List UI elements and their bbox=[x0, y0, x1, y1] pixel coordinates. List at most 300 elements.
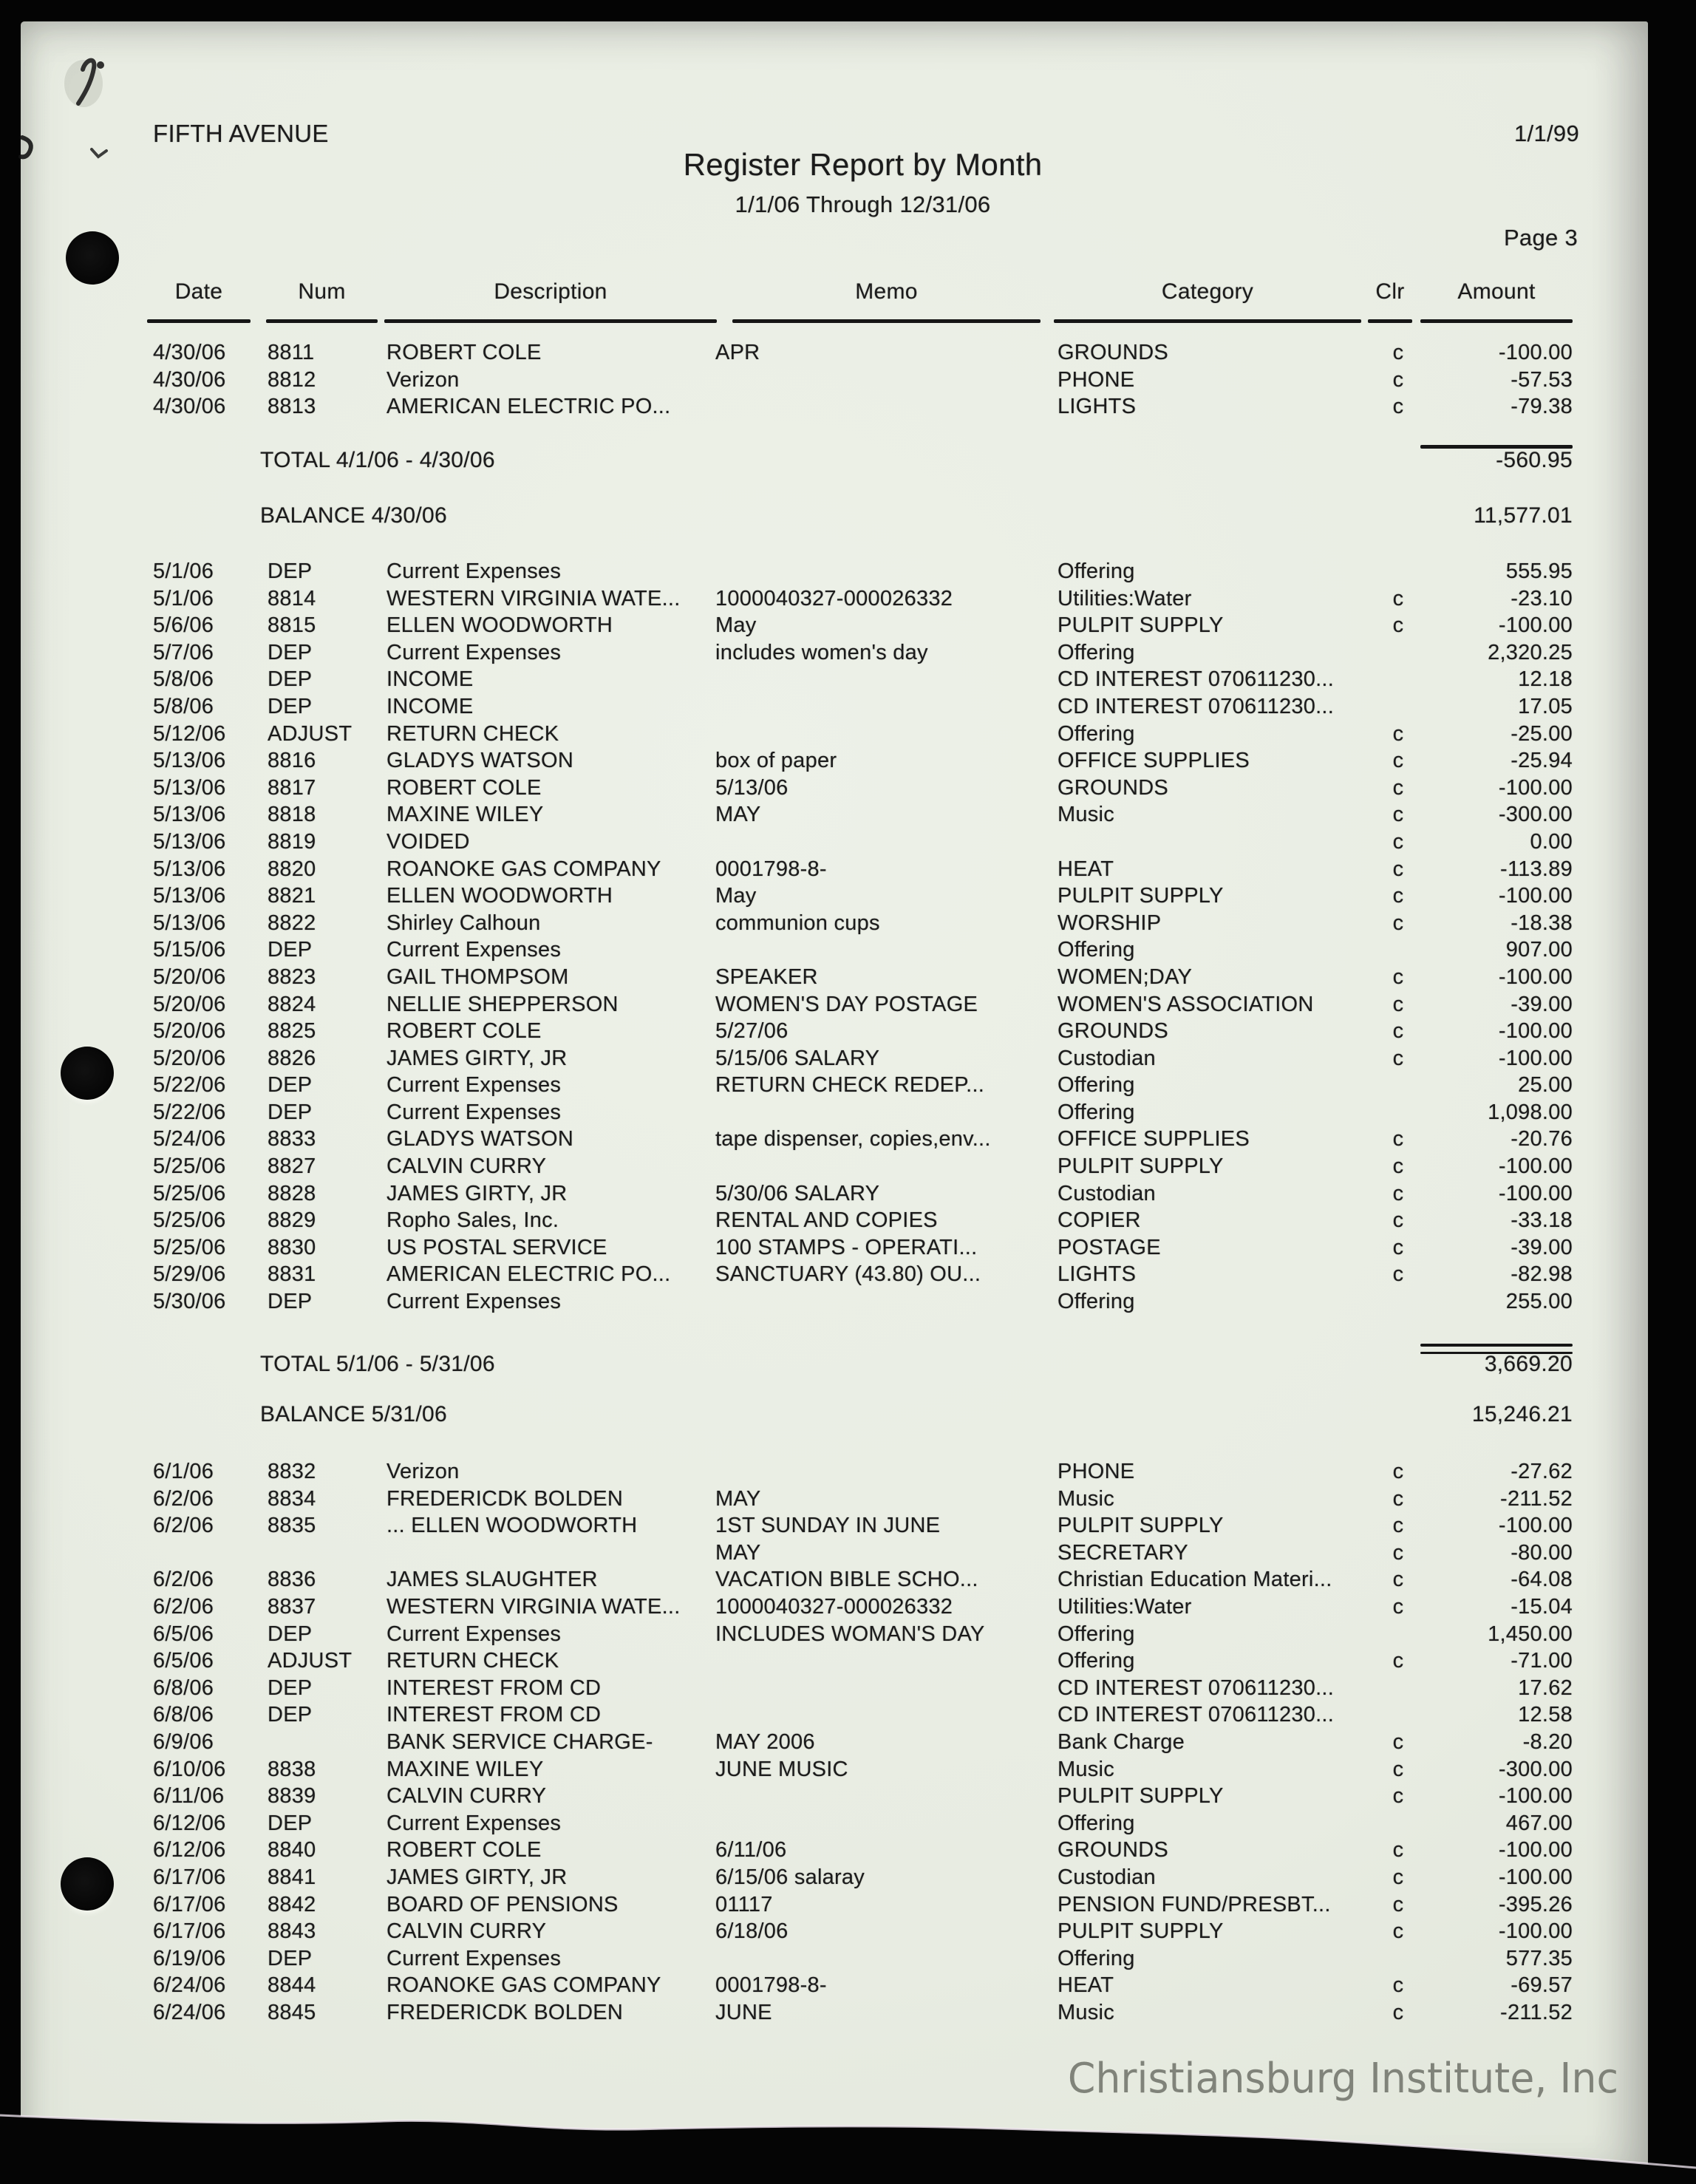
cell-num: 8832 bbox=[268, 1460, 316, 1483]
page-number: Page 3 bbox=[1503, 225, 1578, 251]
cell-clr: c bbox=[1392, 367, 1404, 392]
cell-description: FREDERICDK BOLDEN bbox=[386, 2000, 624, 2024]
cell-date: 5/8/06 bbox=[153, 694, 214, 718]
cell-date: 6/17/06 bbox=[153, 1919, 226, 1944]
cell-amount: -100.00 bbox=[1498, 613, 1573, 638]
cell-amount: -100.00 bbox=[1498, 1838, 1573, 1862]
register-row bbox=[153, 1126, 1648, 1153]
register-row bbox=[153, 747, 1648, 775]
cell-clr: c bbox=[1392, 1514, 1404, 1538]
cell-date: 6/5/06 bbox=[153, 1622, 214, 1646]
cell-memo bbox=[715, 1288, 1058, 1316]
cell-category: Offering bbox=[1058, 640, 1135, 664]
cell-num: 8813 bbox=[268, 395, 316, 419]
cell-category: GROUNDS bbox=[1058, 775, 1168, 800]
watermark-text: Christiansburg Institute, Inc bbox=[1067, 2055, 1618, 2103]
cell-date: 5/13/06 bbox=[153, 884, 226, 908]
register-row bbox=[153, 1972, 1648, 1999]
section-may-rows bbox=[21, 558, 1648, 1316]
cell-clr: c bbox=[1392, 1540, 1404, 1565]
cell-description: Current Expenses bbox=[386, 1073, 562, 1098]
section-june-rows bbox=[21, 1458, 1648, 2026]
cell-category: CD INTEREST 070611230... bbox=[1058, 694, 1335, 718]
register-row bbox=[153, 1153, 1648, 1180]
cell-memo bbox=[715, 721, 1058, 748]
cell-description: BANK SERVICE CHARGE- bbox=[386, 1729, 653, 1754]
cell-memo: APR bbox=[715, 341, 760, 364]
cell-num: 8814 bbox=[268, 586, 316, 610]
cell-category: COPIER bbox=[1058, 1208, 1141, 1233]
cell-clr: c bbox=[1392, 613, 1404, 638]
header-underline-num bbox=[266, 319, 378, 323]
register-row bbox=[153, 1072, 1648, 1099]
cell-num: 8841 bbox=[268, 1865, 316, 1889]
cell-num: 8840 bbox=[268, 1838, 316, 1862]
cell-clr: c bbox=[1392, 965, 1404, 989]
cell-memo bbox=[715, 936, 1058, 964]
cell-num: 8838 bbox=[268, 1757, 316, 1781]
report-date-range: 1/1/06 Through 12/31/06 bbox=[735, 191, 991, 217]
register-row bbox=[153, 1566, 1648, 1593]
cell-date: 5/13/06 bbox=[153, 857, 226, 881]
cell-amount: -15.04 bbox=[1511, 1594, 1573, 1619]
cell-clr: c bbox=[1392, 749, 1404, 773]
cell-date: 5/20/06 bbox=[153, 965, 226, 989]
cell-description: CALVIN CURRY bbox=[386, 1154, 547, 1179]
cell-amount: -71.00 bbox=[1511, 1649, 1573, 1673]
cell-amount: 0.00 bbox=[1530, 829, 1573, 854]
cell-memo: 01117 bbox=[715, 1892, 773, 1916]
cell-description: ... ELLEN WOODWORTH bbox=[386, 1514, 638, 1538]
cell-num: DEP bbox=[268, 1946, 313, 1970]
cell-date: 5/13/06 bbox=[153, 749, 226, 773]
cell-clr bbox=[1376, 1288, 1420, 1316]
cell-num: 8819 bbox=[268, 829, 316, 854]
cell-description: Verizon bbox=[386, 1460, 460, 1483]
cell-amount: -64.08 bbox=[1511, 1568, 1573, 1592]
cell-amount: 907.00 bbox=[1505, 938, 1573, 962]
cell-category: Offering bbox=[1058, 1100, 1135, 1124]
cell-clr bbox=[1376, 693, 1420, 721]
cell-clr bbox=[1376, 1099, 1420, 1126]
cell-clr: c bbox=[1392, 1154, 1404, 1179]
cell-date: 6/1/06 bbox=[153, 1460, 214, 1483]
column-header-memo: Memo bbox=[855, 279, 918, 304]
register-row bbox=[153, 1945, 1648, 1973]
header-underline-amount bbox=[1420, 319, 1573, 323]
cell-num: 8829 bbox=[268, 1208, 316, 1233]
cell-category: Offering bbox=[1058, 1811, 1135, 1835]
cell-category: OFFICE SUPPLIES bbox=[1058, 1127, 1250, 1151]
cell-memo: 6/15/06 salaray bbox=[715, 1865, 865, 1889]
balance-label: BALANCE 4/30/06 bbox=[260, 503, 447, 528]
cell-description: CALVIN CURRY bbox=[386, 1784, 547, 1809]
cell-clr: c bbox=[1392, 586, 1404, 610]
cell-clr bbox=[1376, 1701, 1420, 1729]
register-row bbox=[153, 1783, 1648, 1810]
cell-amount: -20.76 bbox=[1511, 1127, 1573, 1151]
cell-amount: 17.05 bbox=[1518, 694, 1573, 718]
header-underline-date bbox=[147, 319, 251, 323]
cell-num: 8818 bbox=[268, 803, 316, 827]
cell-category: SECRETARY bbox=[1058, 1540, 1188, 1565]
cell-memo: 6/11/06 bbox=[715, 1838, 787, 1862]
register-row bbox=[153, 1486, 1648, 1513]
cell-memo: MAY bbox=[715, 1486, 761, 1511]
cell-date: 6/12/06 bbox=[153, 1838, 226, 1862]
cell-clr bbox=[1376, 666, 1420, 693]
register-row bbox=[153, 639, 1648, 667]
cell-description: Shirley Calhoun bbox=[386, 911, 541, 935]
cell-memo: tape dispenser, copies,env... bbox=[715, 1127, 991, 1151]
cell-memo: JUNE bbox=[715, 2000, 772, 2024]
cell-category: PULPIT SUPPLY bbox=[1058, 1514, 1224, 1538]
register-row bbox=[153, 801, 1648, 829]
cell-date: 6/2/06 bbox=[153, 1514, 214, 1538]
cell-clr: c bbox=[1392, 1460, 1404, 1483]
cell-amount: -100.00 bbox=[1498, 1046, 1573, 1070]
cell-date: 5/20/06 bbox=[153, 1019, 226, 1044]
cell-num: 8817 bbox=[268, 775, 316, 800]
cell-clr: c bbox=[1392, 1784, 1404, 1809]
cell-memo bbox=[715, 1701, 1058, 1729]
cell-num: 8827 bbox=[268, 1154, 316, 1179]
cell-amount: -211.52 bbox=[1500, 2000, 1573, 2024]
cell-memo: 5/15/06 SALARY bbox=[715, 1046, 880, 1070]
cell-clr: c bbox=[1392, 1729, 1404, 1754]
register-row bbox=[153, 693, 1648, 721]
cell-amount: -100.00 bbox=[1498, 1154, 1573, 1179]
cell-date: 5/22/06 bbox=[153, 1100, 226, 1124]
register-row bbox=[153, 1647, 1648, 1675]
may-total-row bbox=[21, 1350, 1648, 1378]
cell-amount: -100.00 bbox=[1498, 341, 1573, 364]
cell-date: 6/24/06 bbox=[153, 1973, 226, 1998]
cell-category: Utilities:Water bbox=[1058, 586, 1192, 610]
cell-num: DEP bbox=[268, 1622, 313, 1646]
register-row bbox=[153, 1864, 1648, 1891]
cell-amount: -33.18 bbox=[1511, 1208, 1573, 1233]
register-row bbox=[153, 1180, 1648, 1208]
cell-amount: -82.98 bbox=[1511, 1262, 1573, 1287]
cell-category: WOMEN'S ASSOCIATION bbox=[1058, 992, 1314, 1016]
cell-clr: c bbox=[1392, 1262, 1404, 1287]
cell-category: Offering bbox=[1058, 559, 1135, 583]
register-row bbox=[153, 991, 1648, 1018]
cell-memo bbox=[715, 1458, 1058, 1486]
cell-date: 5/25/06 bbox=[153, 1181, 226, 1205]
report-title: Register Report by Month bbox=[683, 147, 1043, 182]
register-row bbox=[153, 1458, 1648, 1486]
section-april-rows bbox=[21, 339, 1648, 421]
cell-num: 8823 bbox=[268, 965, 316, 989]
cell-clr: c bbox=[1392, 1568, 1404, 1592]
cell-num: DEP bbox=[268, 1703, 313, 1727]
header-underline-category bbox=[1054, 319, 1361, 323]
cell-clr bbox=[1376, 1621, 1420, 1648]
register-row bbox=[153, 367, 1648, 394]
cell-clr bbox=[1376, 1945, 1420, 1973]
cell-description: AMERICAN ELECTRIC PO... bbox=[386, 395, 671, 419]
cell-description: GLADYS WATSON bbox=[386, 1127, 574, 1151]
cell-category: Custodian bbox=[1058, 1865, 1156, 1889]
cell-amount: 467.00 bbox=[1505, 1811, 1573, 1835]
cell-memo: RETURN CHECK REDEP... bbox=[715, 1073, 985, 1098]
cell-date: 5/13/06 bbox=[153, 829, 226, 854]
cell-memo: box of paper bbox=[715, 749, 837, 773]
cell-num: 8839 bbox=[268, 1784, 316, 1809]
cell-clr: c bbox=[1392, 1865, 1404, 1889]
cell-memo bbox=[715, 393, 1058, 421]
cell-clr bbox=[1376, 1072, 1420, 1099]
cell-description: NELLIE SHEPPERSON bbox=[386, 992, 619, 1016]
register-row bbox=[153, 775, 1648, 802]
cell-description: INTEREST FROM CD bbox=[386, 1676, 602, 1700]
cell-amount: 12.58 bbox=[1518, 1703, 1573, 1727]
cell-amount: -39.00 bbox=[1511, 1235, 1573, 1259]
cell-memo: 5/13/06 bbox=[715, 775, 789, 800]
cell-memo bbox=[715, 1945, 1058, 1973]
may-balance-row bbox=[21, 1401, 1648, 1428]
cell-category: HEAT bbox=[1058, 857, 1114, 881]
cell-date: 5/13/06 bbox=[153, 803, 226, 827]
cell-category: PHONE bbox=[1058, 367, 1135, 392]
register-row bbox=[153, 393, 1648, 421]
balance-amount: 15,246.21 bbox=[1471, 1402, 1573, 1426]
cell-category: Bank Charge bbox=[1058, 1729, 1185, 1754]
cell-amount: 17.62 bbox=[1518, 1676, 1573, 1700]
cell-num: 8821 bbox=[268, 884, 316, 908]
cell-description: ROANOKE GAS COMPANY bbox=[386, 1973, 661, 1998]
cell-num: 8844 bbox=[268, 1973, 316, 1998]
cell-memo: 5/27/06 bbox=[715, 1019, 789, 1044]
register-row bbox=[153, 1045, 1648, 1072]
cell-category: Offering bbox=[1058, 1290, 1135, 1314]
cell-date: 6/17/06 bbox=[153, 1865, 226, 1889]
cell-memo: INCLUDES WOMAN'S DAY bbox=[715, 1622, 985, 1646]
cell-clr: c bbox=[1392, 1649, 1404, 1673]
cell-category: GROUNDS bbox=[1058, 341, 1168, 364]
cell-memo: MAY bbox=[715, 803, 761, 827]
cell-description: JAMES GIRTY, JR bbox=[386, 1865, 568, 1889]
cell-num: DEP bbox=[268, 1073, 313, 1098]
cell-description: WESTERN VIRGINIA WATE... bbox=[386, 1594, 681, 1619]
cell-description: AMERICAN ELECTRIC PO... bbox=[386, 1262, 671, 1287]
column-header-num: Num bbox=[298, 279, 346, 304]
cell-description: Current Expenses bbox=[386, 1100, 562, 1124]
cell-description: MAXINE WILEY bbox=[386, 803, 544, 827]
cell-num: DEP bbox=[268, 1100, 313, 1124]
cell-memo: VACATION BIBLE SCHO... bbox=[715, 1568, 978, 1592]
cell-memo bbox=[715, 1153, 1058, 1180]
cell-memo bbox=[715, 693, 1058, 721]
cell-amount: -100.00 bbox=[1498, 884, 1573, 908]
column-header-category: Category bbox=[1161, 279, 1254, 304]
cell-category: Offering bbox=[1058, 938, 1135, 962]
cell-clr: c bbox=[1392, 1973, 1404, 1998]
cell-date: 5/6/06 bbox=[153, 613, 214, 638]
cell-category: CD INTEREST 070611230... bbox=[1058, 1676, 1335, 1700]
cell-amount: -25.94 bbox=[1511, 749, 1573, 773]
cell-description: ROBERT COLE bbox=[386, 1019, 542, 1044]
register-row bbox=[153, 1099, 1648, 1126]
cell-amount: -113.89 bbox=[1500, 857, 1573, 881]
cell-memo bbox=[715, 1675, 1058, 1702]
cell-clr: c bbox=[1392, 775, 1404, 800]
cell-category: Offering bbox=[1058, 1649, 1135, 1673]
cell-category: PENSION FUND/PRESBT... bbox=[1058, 1892, 1331, 1916]
cell-date: 6/19/06 bbox=[153, 1946, 226, 1970]
cell-clr bbox=[1376, 1810, 1420, 1837]
cell-clr: c bbox=[1392, 1127, 1404, 1151]
register-row bbox=[153, 1701, 1648, 1729]
cell-amount: 25.00 bbox=[1518, 1073, 1573, 1098]
cell-num: 8834 bbox=[268, 1486, 316, 1511]
header-underline-description bbox=[384, 319, 717, 323]
may-total-rule-top bbox=[1420, 1344, 1573, 1347]
cell-memo: 6/18/06 bbox=[715, 1919, 789, 1944]
cell-category: Music bbox=[1058, 803, 1114, 827]
cell-date: 5/8/06 bbox=[153, 667, 214, 692]
cell-num: DEP bbox=[268, 1676, 313, 1700]
cell-clr: c bbox=[1392, 829, 1404, 854]
report-print-date: 1/1/99 bbox=[1514, 120, 1579, 146]
cell-category: PULPIT SUPPLY bbox=[1058, 1154, 1224, 1179]
cell-clr bbox=[1376, 639, 1420, 667]
cell-category: Custodian bbox=[1058, 1046, 1156, 1070]
cell-clr: c bbox=[1392, 1046, 1404, 1070]
cell-date: 5/1/06 bbox=[153, 586, 214, 610]
cell-category: Music bbox=[1058, 1486, 1114, 1511]
cell-date: 6/5/06 bbox=[153, 1649, 214, 1673]
cell-num: 8833 bbox=[268, 1127, 316, 1151]
register-row bbox=[153, 666, 1648, 693]
cell-num: DEP bbox=[268, 1811, 313, 1835]
cell-category: Offering bbox=[1058, 721, 1135, 746]
cell-clr bbox=[1376, 1675, 1420, 1702]
cell-num: 8816 bbox=[268, 749, 316, 773]
cell-amount: -27.62 bbox=[1511, 1460, 1573, 1483]
register-row bbox=[153, 1756, 1648, 1783]
register-row bbox=[153, 882, 1648, 910]
cell-category: Offering bbox=[1058, 1073, 1135, 1098]
cell-clr: c bbox=[1392, 721, 1404, 746]
cell-memo: RENTAL AND COPIES bbox=[715, 1208, 938, 1233]
cell-clr: c bbox=[1392, 1181, 1404, 1205]
cell-amount: 1,450.00 bbox=[1488, 1622, 1573, 1646]
cell-date: 5/25/06 bbox=[153, 1154, 226, 1179]
total-label: TOTAL 5/1/06 - 5/31/06 bbox=[260, 1352, 495, 1376]
cell-memo bbox=[715, 1783, 1058, 1810]
cell-memo: 100 STAMPS - OPERATI... bbox=[715, 1235, 978, 1259]
cell-category: Custodian bbox=[1058, 1181, 1156, 1205]
register-row bbox=[153, 1810, 1648, 1837]
cell-clr: c bbox=[1392, 1235, 1404, 1259]
cell-category: PULPIT SUPPLY bbox=[1058, 1919, 1224, 1944]
cell-memo bbox=[715, 829, 1058, 856]
cell-num: 8842 bbox=[268, 1892, 316, 1916]
cell-clr bbox=[1376, 936, 1420, 964]
cell-description: Current Expenses bbox=[386, 1811, 562, 1835]
cell-date: 6/9/06 bbox=[153, 1729, 214, 1754]
cell-category: CD INTEREST 070611230... bbox=[1058, 667, 1335, 692]
cell-description: Current Expenses bbox=[386, 559, 562, 583]
cell-amount: -395.26 bbox=[1498, 1892, 1573, 1916]
cell-date: 6/2/06 bbox=[153, 1594, 214, 1619]
register-row bbox=[153, 339, 1648, 367]
cell-memo: MAY bbox=[715, 1540, 761, 1565]
cell-clr: c bbox=[1392, 1486, 1404, 1511]
cell-category: LIGHTS bbox=[1058, 395, 1137, 419]
cell-description: ROBERT COLE bbox=[386, 775, 542, 800]
cell-num: ADJUST bbox=[268, 721, 353, 746]
cell-memo: WOMEN'S DAY POSTAGE bbox=[715, 992, 978, 1016]
cell-category: PULPIT SUPPLY bbox=[1058, 884, 1224, 908]
register-row bbox=[153, 1512, 1648, 1540]
april-balance-row bbox=[21, 502, 1648, 529]
cell-amount: -300.00 bbox=[1498, 803, 1573, 827]
cell-date: 5/20/06 bbox=[153, 992, 226, 1016]
register-row bbox=[153, 856, 1648, 883]
cell-amount: 555.95 bbox=[1505, 559, 1573, 583]
cell-memo: May bbox=[715, 884, 757, 908]
cell-description: BOARD OF PENSIONS bbox=[386, 1892, 619, 1916]
cell-num: 8820 bbox=[268, 857, 316, 881]
total-amount: 3,669.20 bbox=[1484, 1352, 1573, 1376]
cell-num: DEP bbox=[268, 559, 313, 583]
balance-amount: 11,577.01 bbox=[1474, 503, 1573, 528]
cell-description: ELLEN WOODWORTH bbox=[386, 613, 613, 638]
cell-num: 8845 bbox=[268, 2000, 316, 2024]
cell-amount: -25.00 bbox=[1511, 721, 1573, 746]
header-underline-memo bbox=[732, 319, 1041, 323]
april-total-row bbox=[21, 446, 1648, 474]
cell-num: DEP bbox=[268, 667, 313, 692]
cell-clr: c bbox=[1392, 1892, 1404, 1916]
cell-num: DEP bbox=[268, 640, 313, 664]
cell-date: 5/13/06 bbox=[153, 775, 226, 800]
cell-clr: c bbox=[1392, 1208, 1404, 1233]
register-row bbox=[153, 964, 1648, 991]
cell-memo: 0001798-8- bbox=[715, 857, 827, 881]
cell-num: 8836 bbox=[268, 1568, 316, 1592]
cell-amount: -100.00 bbox=[1498, 1514, 1573, 1538]
cell-date: 6/17/06 bbox=[153, 1892, 226, 1916]
cell-memo: 1ST SUNDAY IN JUNE bbox=[715, 1514, 941, 1538]
cell-memo: SANCTUARY (43.80) OU... bbox=[715, 1262, 981, 1287]
cell-date: 4/30/06 bbox=[153, 341, 226, 364]
cell-memo: May bbox=[715, 613, 757, 638]
cell-amount: 255.00 bbox=[1505, 1290, 1573, 1314]
register-row bbox=[153, 1918, 1648, 1945]
cell-date: 5/20/06 bbox=[153, 1046, 226, 1070]
cell-memo bbox=[715, 367, 1058, 394]
cell-amount: -100.00 bbox=[1498, 1865, 1573, 1889]
cell-num: DEP bbox=[268, 938, 313, 962]
register-row bbox=[153, 829, 1648, 856]
cell-description: RETURN CHECK bbox=[386, 721, 559, 746]
cell-amount: -69.57 bbox=[1511, 1973, 1573, 1998]
cell-category: PULPIT SUPPLY bbox=[1058, 613, 1224, 638]
register-row bbox=[153, 1234, 1648, 1262]
cell-description: CALVIN CURRY bbox=[386, 1919, 547, 1944]
balance-label: BALANCE 5/31/06 bbox=[260, 1402, 447, 1426]
register-row bbox=[153, 1837, 1648, 1864]
cell-date: 5/22/06 bbox=[153, 1073, 226, 1098]
cell-category bbox=[1058, 829, 1376, 856]
cell-description: GLADYS WATSON bbox=[386, 749, 574, 773]
cell-amount: -79.38 bbox=[1511, 395, 1573, 419]
